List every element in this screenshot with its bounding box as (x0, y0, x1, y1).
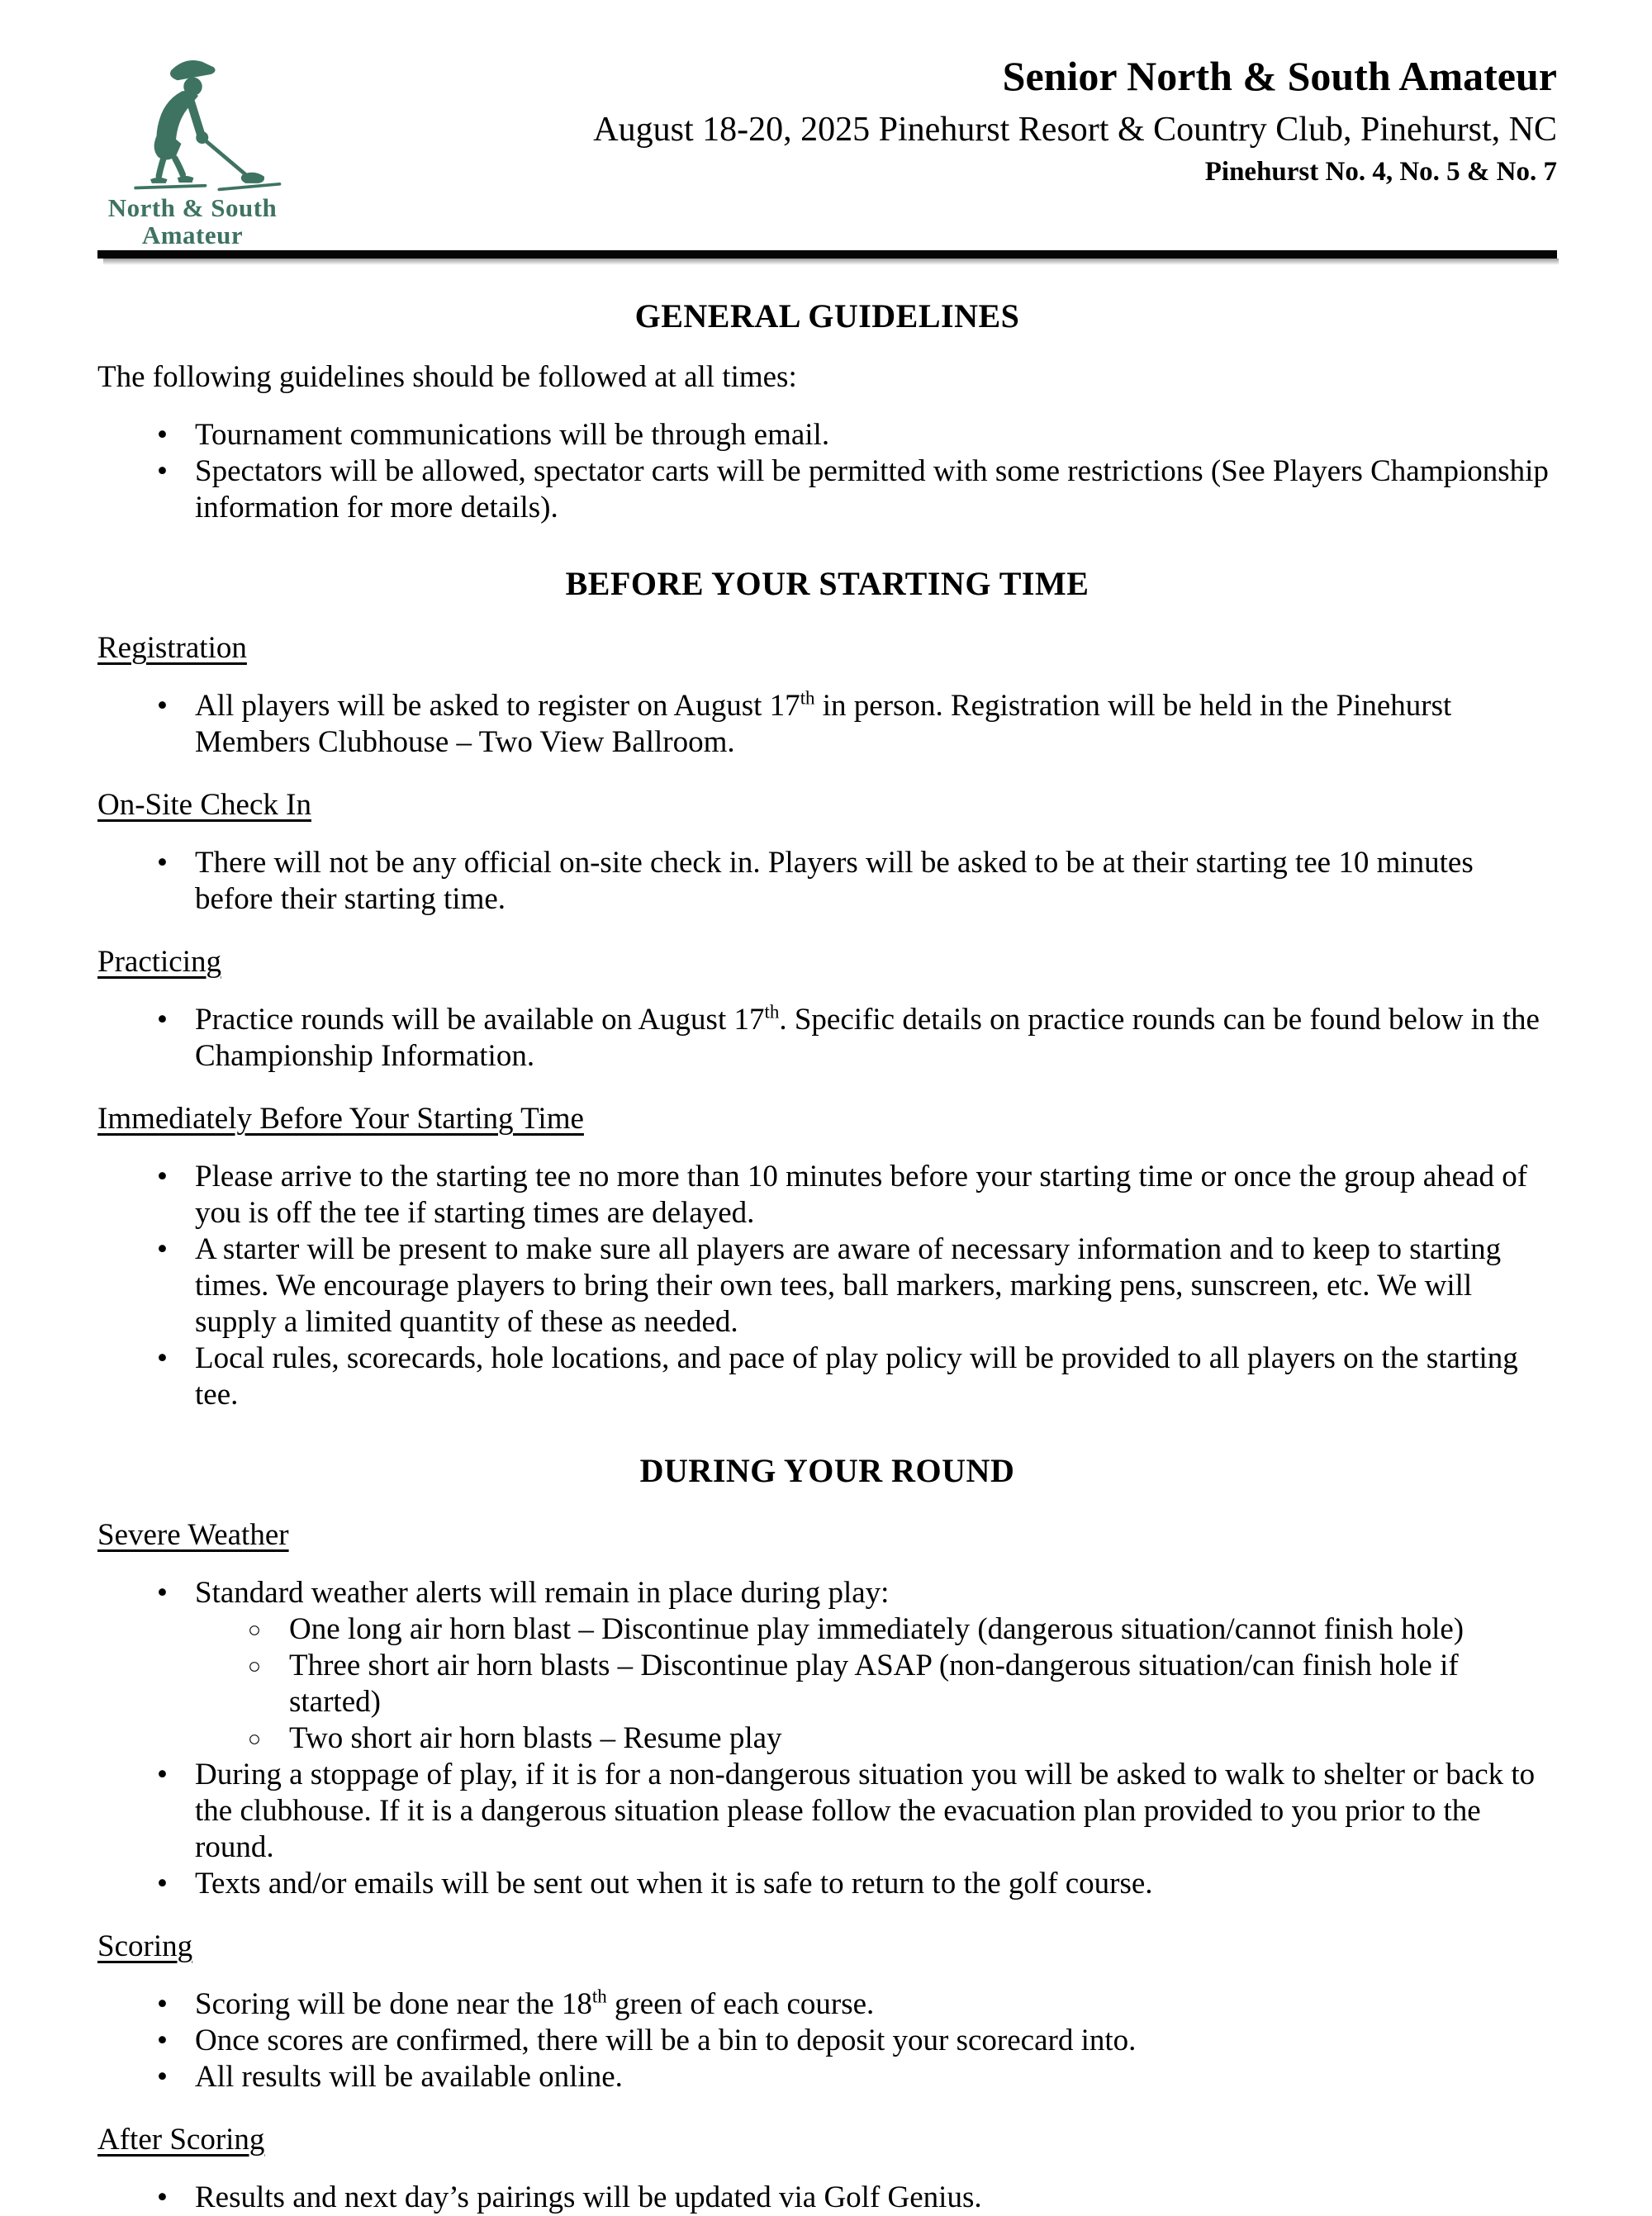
header-divider-rule (97, 250, 1557, 259)
bullet-list (97, 845, 1557, 918)
list-item: • All players will be asked to register on August 17th in person. Registration will be held in the Pinehurst Members Clubhouse – Two View Ballroom. (195, 688, 1557, 761)
section-heading: DURING YOUR ROUND (639, 1452, 1015, 1489)
subsection-heading: Severe Weather (97, 1518, 289, 1552)
section-heading: GENERAL GUIDELINES (634, 297, 1020, 335)
document-content (97, 297, 1557, 2216)
subsection-heading: Registration (97, 631, 247, 665)
list-item: • A starter will be present to make sure all players are aware of necessary information and to keep to starting times. We encourage players to bring their own tees, ball markers, marking pens, sunscreen, etc. We will supply a limited quantity of these as needed. (195, 1231, 1557, 1341)
logo-wordmark-line1: North & South (107, 193, 278, 222)
golfer-putting-icon (100, 47, 286, 194)
subsection-heading: Practicing (97, 945, 222, 979)
bullet-list (97, 1575, 1557, 1902)
bullet-list (97, 688, 1557, 761)
bullet-list (97, 2180, 1557, 2216)
bullet-list (97, 417, 1557, 526)
list-item: • Please arrive to the starting tee no more than 10 minutes before your starting time or once the group ahead of you is off the tee if starting times are delayed. (195, 1159, 1557, 1231)
sub-list-item: ○ One long air horn blast – Discontinue play immediately (dangerous situation/cannot finish hole) (289, 1611, 1557, 1648)
list-item: • Local rules, scorecards, hole locations, and pace of play policy will be provided to all players on the starting tee. (195, 1341, 1557, 1413)
sub-list-item: ○ Three short air horn blasts – Discontinue play ASAP (non-dangerous situation/can finish hole if started) (289, 1648, 1557, 1720)
document-header (97, 45, 1557, 249)
bullet-list (97, 1002, 1557, 1075)
north-south-amateur-logo (89, 47, 296, 249)
paragraph: The following guidelines should be followed at all times: (97, 360, 797, 394)
event-date-location: August 18-20, 2025 Pinehurst Resort & Country Club, Pinehurst, NC (593, 111, 1557, 149)
list-item: • Texts and/or emails will be sent out when it is safe to return to the golf course. (195, 1866, 1557, 1902)
subsection-heading: Scoring (97, 1929, 193, 1963)
bullet-list (97, 1159, 1557, 1413)
subsection-heading: On-Site Check In (97, 788, 311, 822)
list-item: • Standard weather alerts will remain in place during play: ○ One long air horn blast – Discontinue play immediately (dangerous situation/cannot finish hole) ○ Three short air horn blasts – Discontinue play ASAP (non-dangerous situation/can finish hole if started) ○ Two short air horn blasts – Resume play (195, 1575, 1557, 1757)
logo-wordmark-line2: Amateur (141, 221, 244, 249)
list-item: • Scoring will be done near the 18th green of each course. (195, 1986, 1557, 2023)
sub-list-item: ○ Two short air horn blasts – Resume play (289, 1720, 1557, 1757)
superscript: th (764, 1001, 780, 1023)
section-heading: BEFORE YOUR STARTING TIME (565, 565, 1089, 602)
list-item: • Practice rounds will be available on August 17th. Specific details on practice rounds can be found below in the Championship Information. (195, 1002, 1557, 1075)
list-item: • All results will be available online. (195, 2059, 1557, 2095)
subsection-heading: Immediately Before Your Starting Time (97, 1102, 584, 1136)
list-item: • Once scores are confirmed, there will be a bin to deposit your scorecard into. (195, 2023, 1557, 2059)
superscript: th (591, 1986, 607, 2007)
subsection-heading: After Scoring (97, 2123, 265, 2157)
list-item: • During a stoppage of play, if it is for a non-dangerous situation you will be asked to walk to shelter or back to the clubhouse. If it is a dangerous situation please follow the evacuation plan provided to you prior to the round. (195, 1757, 1557, 1866)
list-item: • Tournament communications will be through email. (195, 417, 1557, 453)
header-text-block (97, 45, 1557, 189)
list-item: • There will not be any official on-site check in. Players will be asked to be at their starting tee 10 minutes before their starting time. (195, 845, 1557, 918)
list-item: • Spectators will be allowed, spectator carts will be permitted with some restrictions (See Players Championship information for more details). (195, 453, 1557, 526)
list-item: • Results and next day’s pairings will be updated via Golf Genius. (195, 2180, 1557, 2216)
superscript: th (800, 687, 815, 709)
event-title: Senior North & South Amateur (1002, 53, 1557, 99)
bullet-list (97, 1986, 1557, 2095)
sub-bullet-list (195, 1611, 1557, 1757)
event-courses: Pinehurst No. 4, No. 5 & No. 7 (1204, 157, 1557, 187)
